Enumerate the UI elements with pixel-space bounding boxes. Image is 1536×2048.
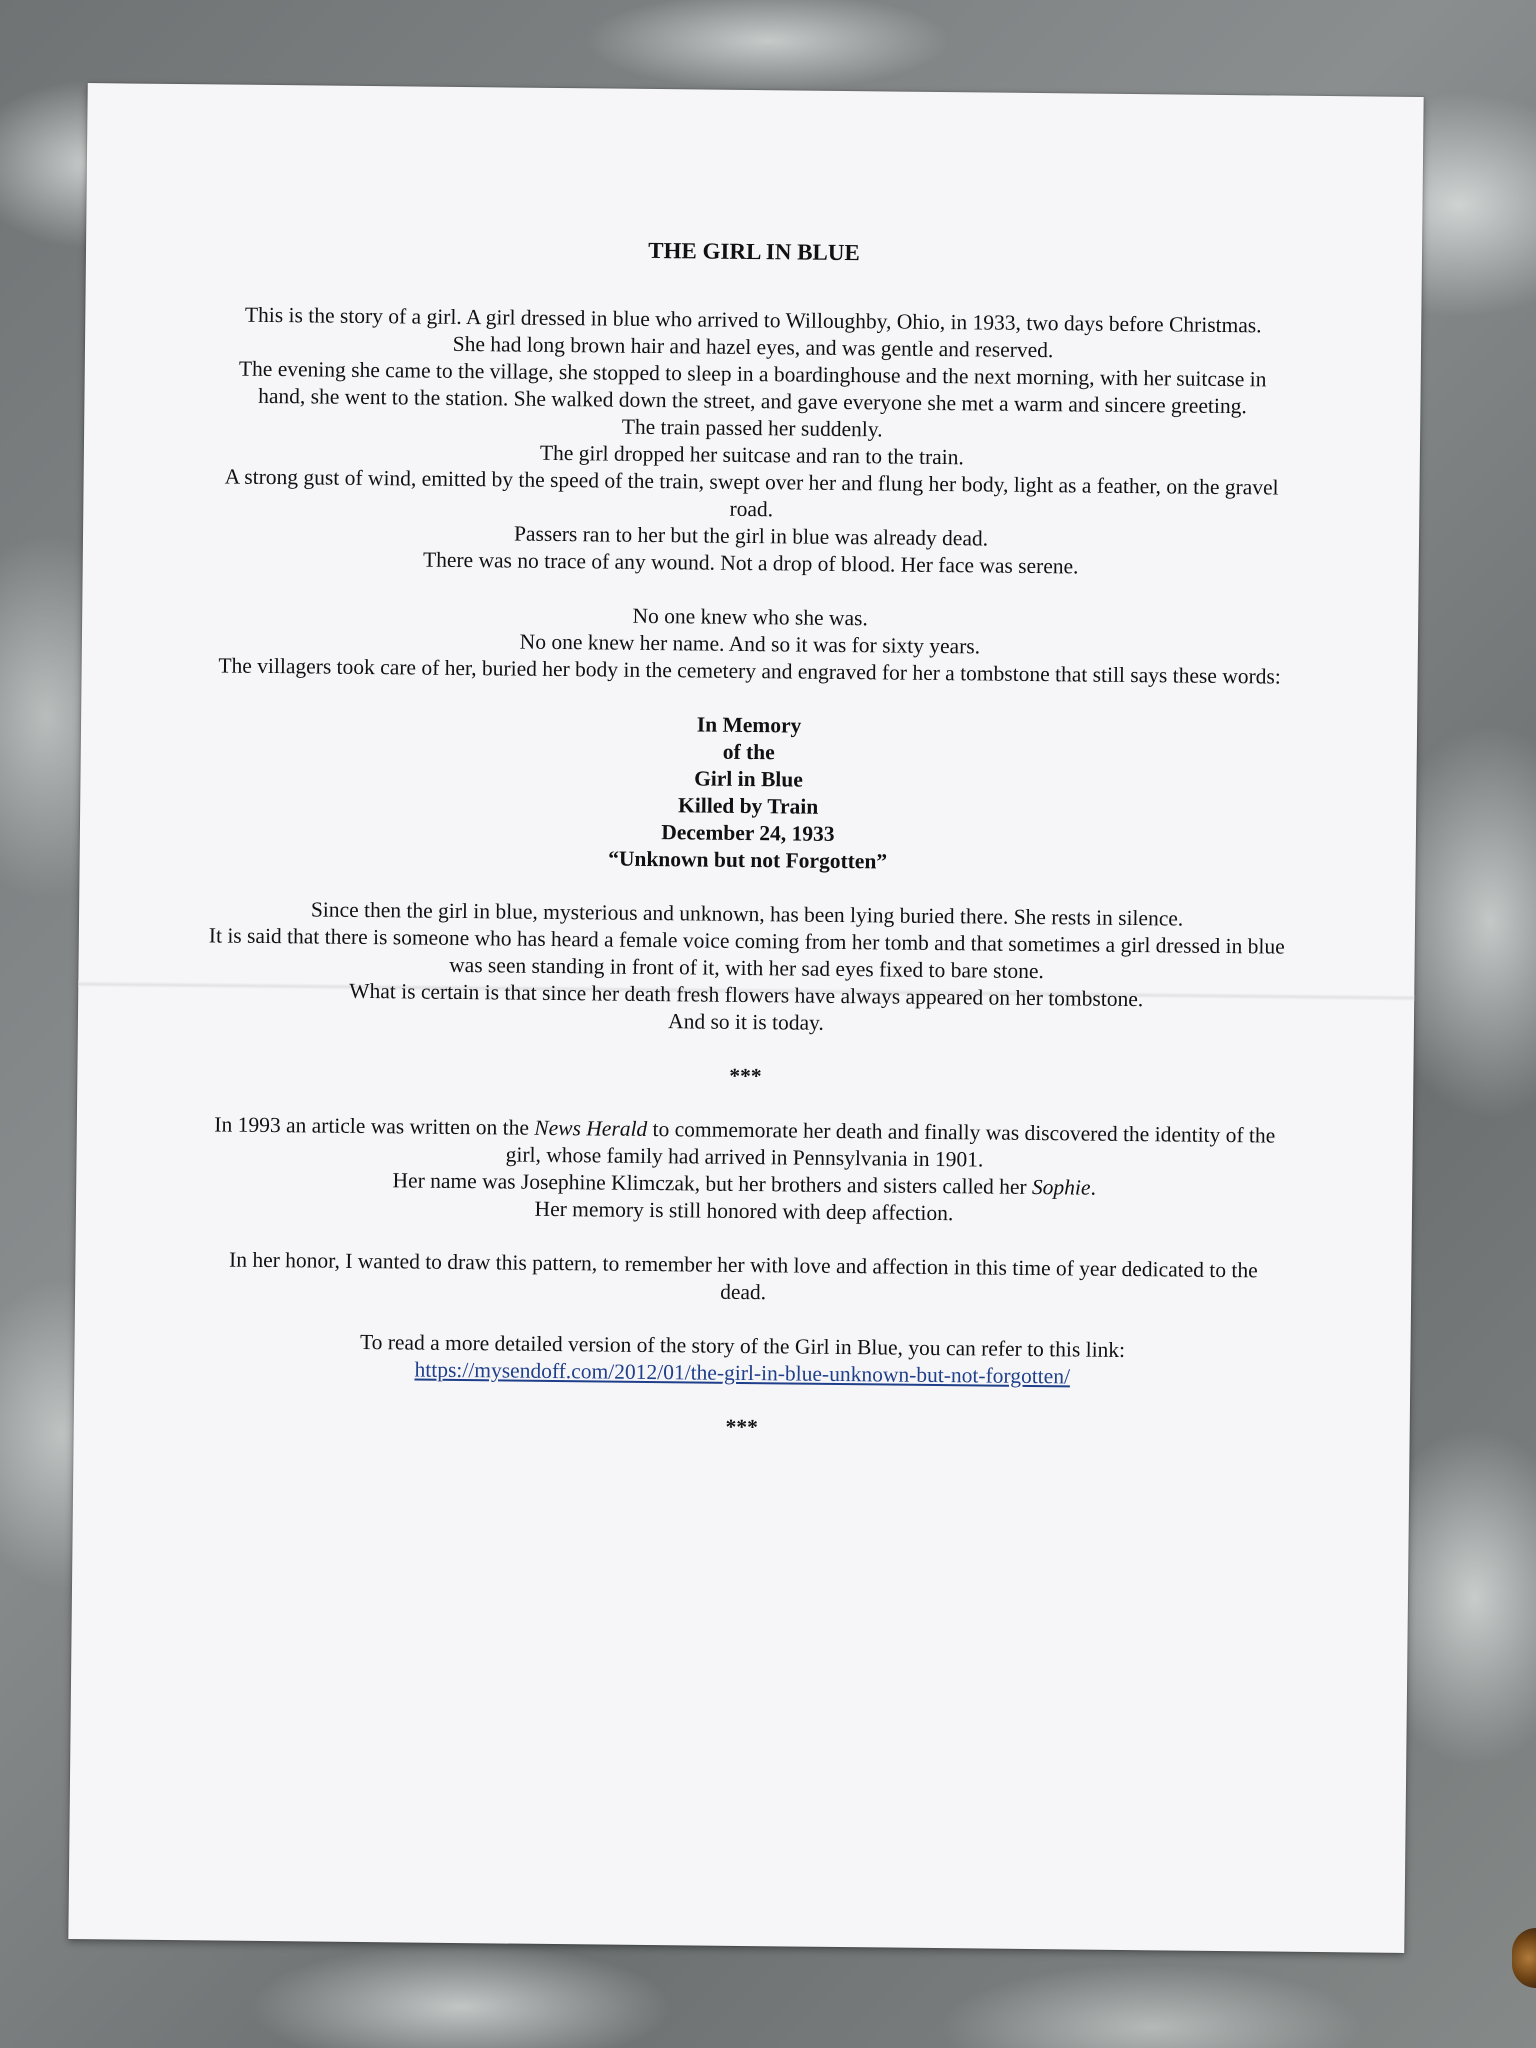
article-paragraph	[76, 1110, 1413, 1232]
since-line: It is said that there is someone who has heard a female voice coming from her tomb and that sometimes a girl dressed in blue was seen standing in front of it, with her sad eyes fixed to bare stone.	[208, 923, 1285, 984]
intro-line: There was no trace of any wound. Not a drop of blood. Her face was serene.	[422, 547, 1079, 579]
intro-line: The evening she came to the village, she stopped to sleep in a boardinghouse and the next morning, with her suitcase in hand, she went to the station. She walked down the street, and gave everyone she met a warm and sincere greeting.	[238, 356, 1267, 419]
intro-line: A strong gust of wind, emitted by the speed of the train, swept over her and flung her body, light as a feather, on the gravel road.	[224, 464, 1279, 522]
brass-knob	[1512, 1928, 1536, 1988]
epitaph-line: Killed by Train	[678, 793, 819, 819]
honor-line: In her honor, I wanted to draw this pattern, to remember her with love and affection in this time of year dedicated to the dead.	[229, 1247, 1258, 1305]
name-text-end: .	[1090, 1175, 1097, 1200]
since-paragraph	[78, 894, 1415, 1043]
since-line: Since then the girl in blue, mysterious and unknown, has been lying buried there. She rests in silence.	[310, 897, 1184, 931]
intro-line: The train passed her suddenly.	[621, 414, 883, 442]
intro-line: The girl dropped her suitcase and ran to the train.	[539, 440, 964, 470]
intro-line: She had long brown hair and hazel eyes, and was gentle and reserved.	[452, 331, 1054, 363]
article-text-start: In 1993 an article was written on the	[214, 1112, 535, 1140]
epitaph-line: In Memory	[696, 712, 802, 738]
document-body	[74, 231, 1423, 1448]
nickname: Sophie	[1031, 1175, 1091, 1200]
epitaph-line: December 24, 1933	[661, 820, 835, 846]
story-link[interactable]: https://mysendoff.com/2012/01/the-girl-in-blue-unknown-but-not-forgotten/	[414, 1357, 1071, 1389]
epitaph-line: “Unknown but not Forgotten”	[608, 846, 888, 874]
name-text-start: Her name was Josephine Klimczak, but her brothers and sisters called her	[392, 1168, 1033, 1200]
document-title: THE GIRL IN BLUE	[648, 237, 860, 266]
unknown-paragraph	[82, 597, 1419, 692]
paper-sheet	[68, 83, 1423, 1953]
separator-stars-bottom: ***	[725, 1414, 758, 1440]
intro-line: Passers ran to her but the girl in blue was already dead.	[513, 521, 989, 551]
unknown-line: No one knew her name. And so it was for sixty years.	[519, 629, 981, 659]
epitaph-line: Girl in Blue	[694, 766, 803, 792]
memory-line: Her memory is still honored with deep affection.	[534, 1196, 954, 1226]
since-line: What is certain is that since her death fresh flowers have always appeared on her tombstone.	[349, 978, 1144, 1012]
separator-stars: ***	[729, 1063, 762, 1089]
article-text-end: to commemorate her death and finally was discovered the identity of the girl, whose family had arrived in Pennsylvania in 1901.	[505, 1116, 1276, 1172]
newspaper-name: News Herald	[534, 1115, 648, 1141]
read-more-line: To read a more detailed version of the story of the Girl in Blue, you can refer to this link:	[359, 1329, 1126, 1362]
unknown-line: The villagers took care of her, buried her body in the cemetery and engraved for her a tombstone that still says these words:	[218, 653, 1281, 689]
epitaph-line: of the	[722, 739, 775, 765]
tombstone-epitaph	[80, 705, 1418, 881]
since-line: And so it is today.	[667, 1009, 824, 1035]
unknown-line: No one knew who she was.	[632, 603, 868, 631]
intro-line: This is the story of a girl. A girl dressed in blue who arrived to Willoughby, Ohio, in 1933, two days before Christmas.	[244, 302, 1262, 338]
intro-paragraph	[83, 300, 1422, 584]
